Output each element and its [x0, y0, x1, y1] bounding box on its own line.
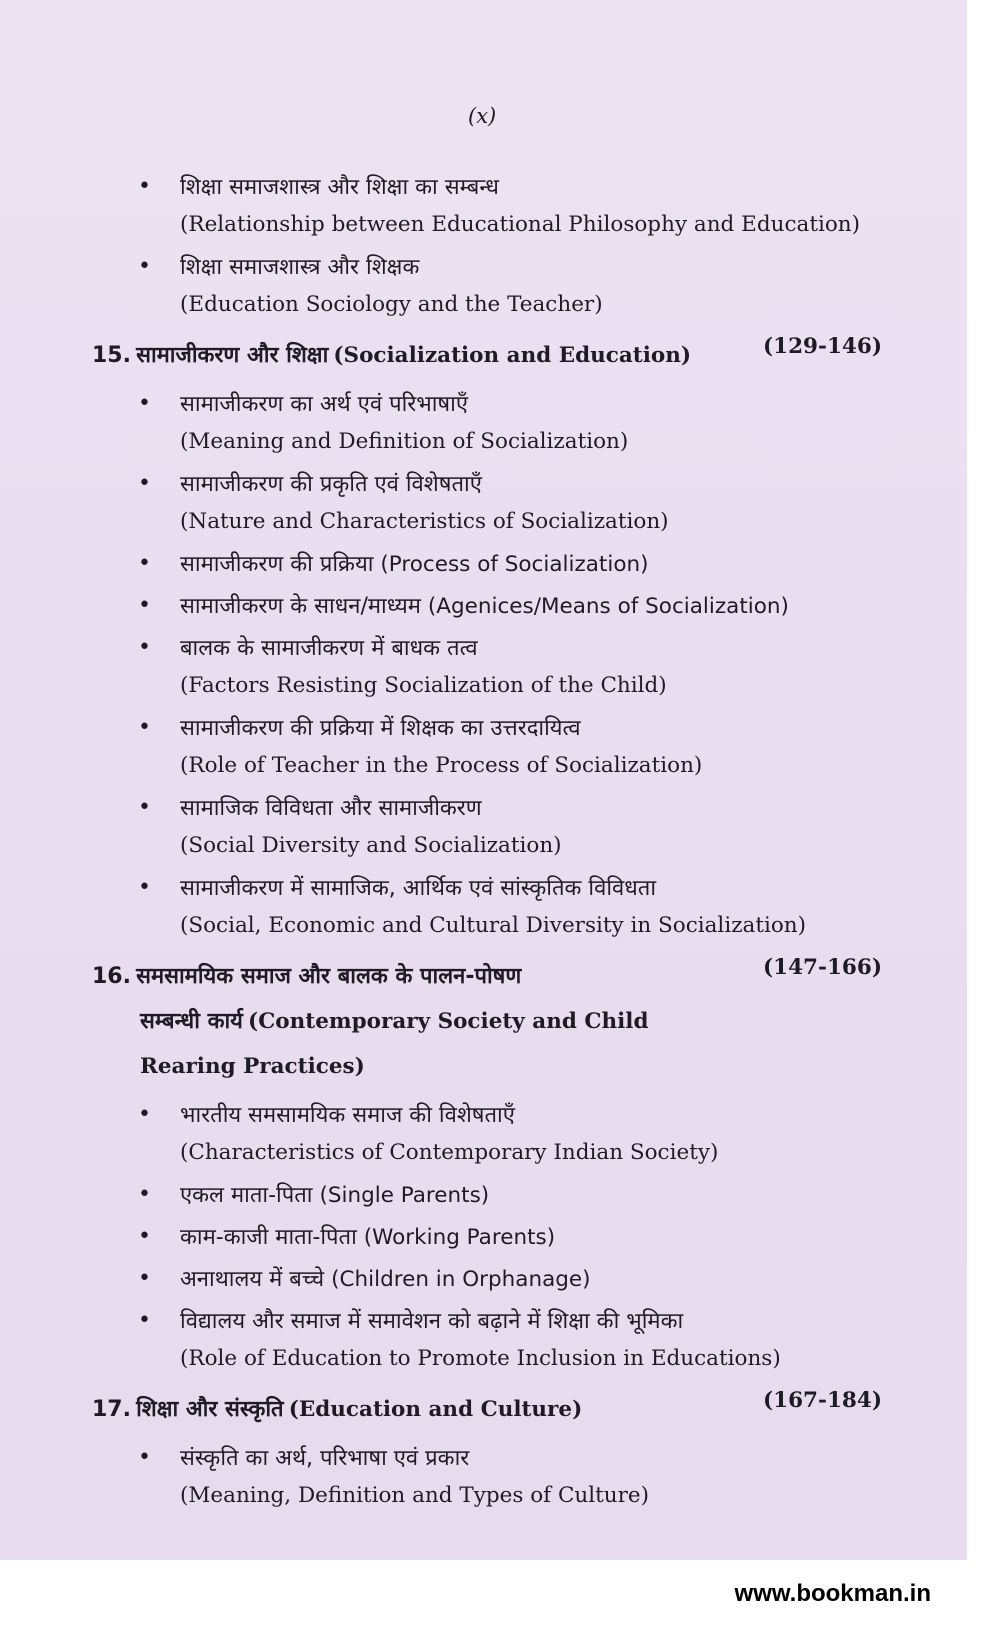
chapter-number: 16.: [92, 964, 131, 989]
bullet-icon: •: [138, 1266, 151, 1291]
item-hindi: संस्कृति का अर्थ, परिभाषा एवं प्रकार: [180, 1446, 470, 1471]
item-hindi: एकल माता-पिता: [180, 1183, 313, 1208]
list-item: [92, 871, 892, 945]
item-hindi: विद्यालय और समाज में समावेशन को बढ़ाने में शिक्षा की भूमिका: [180, 1309, 684, 1334]
list-item: [92, 711, 892, 785]
item-english: (Process of Socialization): [380, 552, 649, 577]
item-english: (Children in Orphanage): [331, 1267, 591, 1292]
bullet-icon: •: [138, 1308, 151, 1333]
bullet-icon: •: [138, 1445, 151, 1470]
item-hindi: सामाजीकरण के साधन/माध्यम: [180, 594, 421, 619]
item-hindi: काम-काजी माता-पिता: [180, 1225, 357, 1250]
list-item: [92, 791, 892, 865]
item-english: (Nature and Characteristics of Socialization): [180, 509, 669, 534]
chapter-number: 17.: [92, 1397, 131, 1422]
bullet-icon: •: [138, 1102, 151, 1127]
item-english: (Role of Education to Promote Inclusion in Educations): [180, 1346, 781, 1371]
bullet-icon: •: [138, 391, 151, 416]
chapter-number: 15.: [92, 343, 131, 368]
item-english: (Single Parents): [319, 1183, 490, 1208]
item-english: (Characteristics of Contemporary Indian Society): [180, 1140, 719, 1165]
chapter-title-english-cont: Rearing Practices): [140, 1054, 365, 1079]
chapter-heading-16: [92, 955, 892, 1090]
bullet-icon: •: [138, 875, 151, 900]
list-item: [92, 250, 892, 324]
bullet-icon: •: [138, 1182, 151, 1207]
bullet-icon: •: [138, 1224, 151, 1249]
list-item: [92, 547, 892, 583]
list-item: [92, 170, 892, 244]
item-hindi: सामाजीकरण में सामाजिक, आर्थिक एवं सांस्कृतिक विविधता: [180, 876, 657, 901]
bullet-icon: •: [138, 471, 151, 496]
list-item: [92, 1304, 892, 1378]
chapter-title-english: (Education and Culture): [288, 1397, 583, 1422]
item-english: (Meaning, Definition and Types of Culture): [180, 1483, 650, 1508]
list-item: [92, 631, 892, 705]
chapter-pages: (167-184): [762, 1388, 882, 1413]
item-hindi: सामाजीकरण की प्रकृति एवं विशेषताएँ: [180, 472, 482, 497]
website-footer: www.bookman.in: [734, 1580, 931, 1607]
chapter-heading-17: [92, 1388, 892, 1433]
item-english: (Agenices/Means of Socialization): [427, 594, 789, 619]
chapter-title-hindi: सामाजीकरण और शिक्षा: [136, 343, 329, 368]
item-hindi: सामाजीकरण का अर्थ एवं परिभाषाएँ: [180, 392, 469, 417]
list-item: [92, 1441, 892, 1515]
chapter-title-hindi-cont: सम्बन्धी कार्य: [140, 1009, 243, 1034]
chapter-title-english: (Contemporary Society and Child: [248, 1009, 649, 1034]
list-item: [92, 1178, 892, 1214]
list-item: [92, 387, 892, 461]
item-english: (Relationship between Educational Philosophy and Education): [180, 212, 861, 237]
bullet-icon: •: [138, 715, 151, 740]
page-number: (x): [468, 104, 497, 128]
bullet-icon: •: [138, 551, 151, 576]
item-hindi: शिक्षा समाजशास्त्र और शिक्षा का सम्बन्ध: [180, 175, 499, 200]
item-hindi: बालक के सामाजीकरण में बाधक तत्व: [180, 636, 478, 661]
item-english: (Role of Teacher in the Process of Socialization): [180, 753, 703, 778]
list-item: [92, 589, 892, 625]
item-hindi: भारतीय समसामयिक समाज की विशेषताएँ: [180, 1103, 515, 1128]
bullet-icon: •: [138, 795, 151, 820]
item-hindi: सामाजीकरण की प्रक्रिया: [180, 552, 374, 577]
item-english: (Social Diversity and Socialization): [180, 833, 562, 858]
item-english: (Factors Resisting Socialization of the Child): [180, 673, 667, 698]
list-item: [92, 1098, 892, 1172]
item-english: (Social, Economic and Cultural Diversity in Socialization): [180, 913, 807, 938]
chapter-pages: (129-146): [762, 334, 882, 359]
item-english: (Working Parents): [363, 1225, 556, 1250]
chapter-title-hindi: शिक्षा और संस्कृति: [136, 1397, 284, 1422]
list-item: [92, 1262, 892, 1298]
list-item: [92, 467, 892, 541]
item-hindi: अनाथालय में बच्चे: [180, 1267, 325, 1292]
bullet-icon: •: [138, 593, 151, 618]
item-hindi: सामाजिक विविधता और सामाजीकरण: [180, 796, 482, 821]
chapter-title-hindi: समसामयिक समाज और बालक के पालन-पोषण: [136, 964, 522, 989]
bullet-icon: •: [138, 174, 151, 199]
bullet-icon: •: [138, 635, 151, 660]
item-hindi: शिक्षा समाजशास्त्र और शिक्षक: [180, 255, 420, 280]
list-item: [92, 1220, 892, 1256]
item-hindi: सामाजीकरण की प्रक्रिया में शिक्षक का उत्तरदायित्व: [180, 716, 581, 741]
chapter-title-english: (Socialization and Education): [333, 343, 692, 368]
item-english: (Meaning and Definition of Socialization): [180, 429, 629, 454]
chapter-pages: (147-166): [762, 955, 882, 980]
bullet-icon: •: [138, 254, 151, 279]
table-of-contents: [92, 170, 892, 1521]
item-english: (Education Sociology and the Teacher): [180, 292, 603, 317]
chapter-heading-15: [92, 334, 892, 379]
